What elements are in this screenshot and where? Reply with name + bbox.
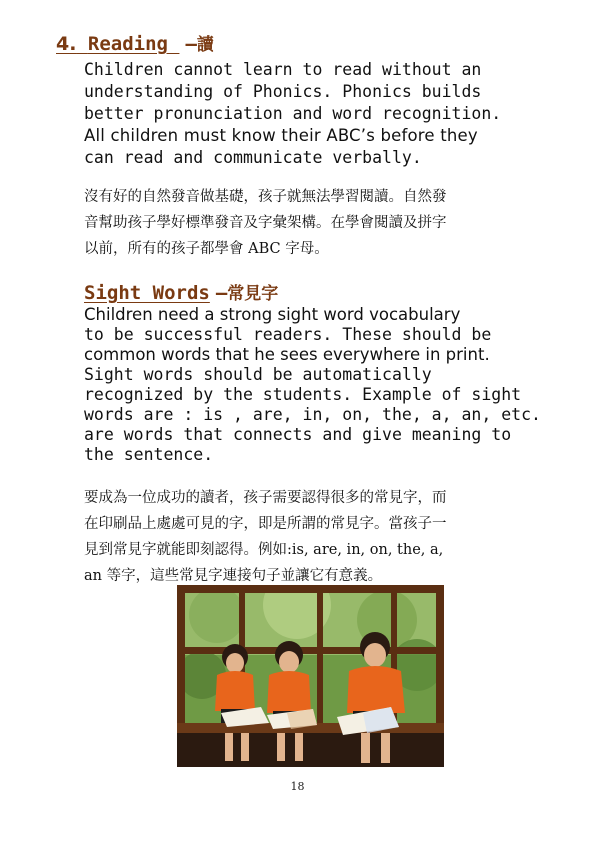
paragraph-line: 以前，所有的孩子都學會 ABC 字母。 (84, 241, 329, 257)
sight-words-heading-chinese: 常見字 (227, 284, 279, 304)
paragraph-line: better pronunciation and word recognition. (84, 104, 502, 123)
paragraph-line: 見到常見字就能即刻認得。例如:is, are, in, on, the, a, (84, 542, 444, 558)
sight-words-title: Sight Words (84, 282, 210, 304)
paragraph-line: All children must know their ABC’s before they (84, 126, 478, 145)
paragraph-line: are words that connects and give meaning to (84, 425, 512, 444)
paragraph-line: the sentence. (84, 445, 214, 464)
reading-title-text: Reading (87, 33, 168, 55)
reading-heading (56, 30, 214, 55)
paragraph-line: Children cannot learn to read without an (84, 60, 482, 79)
paragraph-line: 音幫助孩子學好標準發音及字彙架構。在學會閱讀及拼字 (84, 215, 447, 231)
reading-english-paragraph (84, 59, 501, 169)
sight-words-chinese-paragraph (84, 485, 544, 589)
paragraph-line: Sight words should be automatically (84, 365, 432, 384)
paragraph-line: an 等字，這些常見字連接句子並讓它有意義。 (84, 568, 383, 584)
paragraph-line: 沒有好的自然發音做基礎，孩子就無法學習閱讀。自然發 (84, 189, 447, 205)
children-reading-photo (177, 585, 444, 767)
section-number: 4. (56, 33, 77, 55)
paragraph-line: Children need a strong sight word vocabulary (84, 305, 461, 324)
paragraph-line: words are : is , are, in, on, the, a, an, etc. (84, 405, 541, 424)
paragraph-line: understanding of Phonics. Phonics builds (84, 82, 482, 101)
sight-words-heading (84, 279, 278, 304)
paragraph-line: to be successful readers. These should be (84, 325, 492, 344)
reading-heading-title (56, 33, 179, 55)
heading-dash: – (185, 33, 197, 55)
heading-dash: – (215, 282, 228, 304)
paragraph-line: recognized by the students. Example of sight (84, 385, 522, 404)
page-number: 18 (290, 780, 305, 793)
paragraph-line: common words that he sees everywhere in print. (84, 345, 490, 364)
reading-chinese-paragraph (84, 184, 544, 262)
sight-words-english-paragraph (84, 305, 541, 465)
paragraph-line: can read and communicate verbally. (84, 148, 422, 167)
paragraph-line: 在印刷品上處處可見的字，即是所謂的常見字。當孩子一 (84, 516, 447, 532)
reading-heading-chinese: 讀 (196, 35, 214, 55)
paragraph-line: 要成為一位成功的讀者，孩子需要認得很多的常見字，而 (84, 490, 447, 506)
photo-illustration (177, 585, 444, 767)
